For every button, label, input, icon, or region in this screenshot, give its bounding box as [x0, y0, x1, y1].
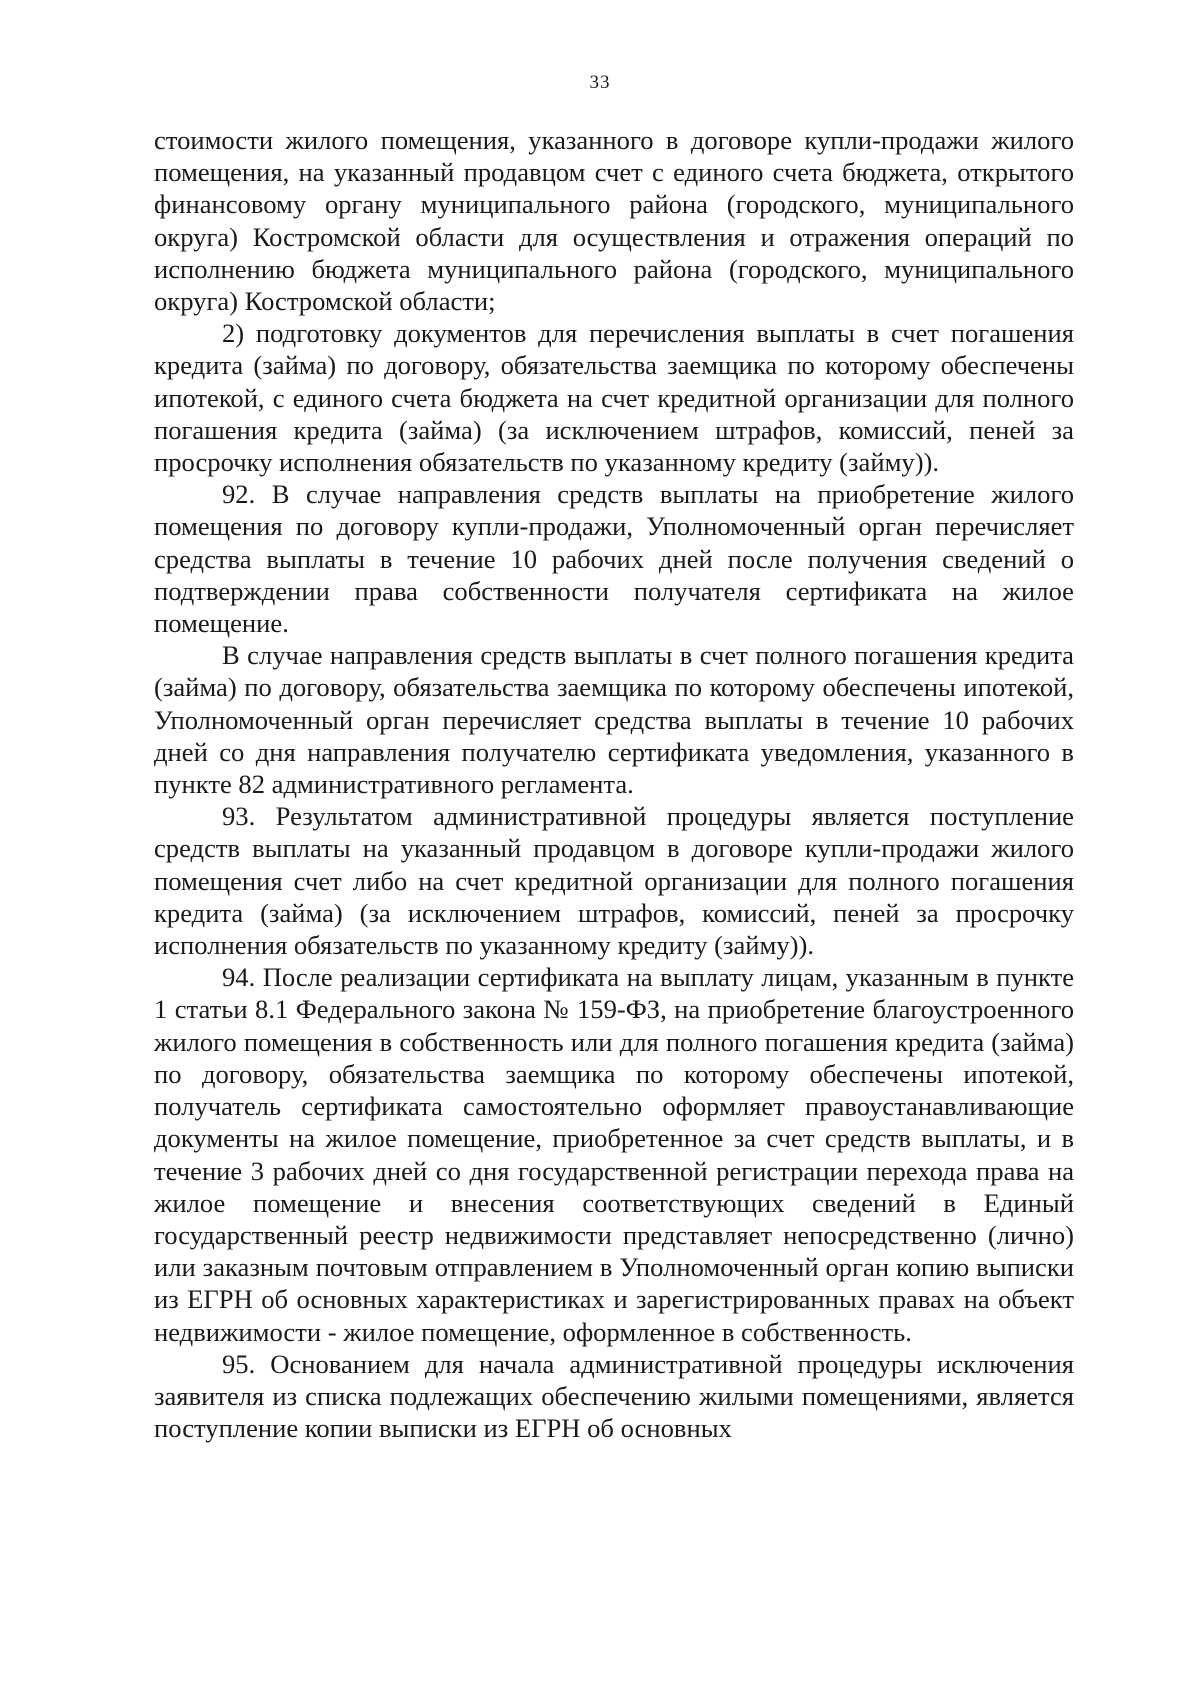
paragraph-94: 94. После реализации сертификата на выплату лицам, указанным в пункте 1 статьи 8.1 Федерального закона № 159-ФЗ, на приобретение благоустроенного жилого помещения в собственность или для полного погашения кредита (займа) по договору, обязательства заемщика по которому обеспечены ипотекой, получатель сертификата самостоятельно оформляет правоустанавливающие документы на жилое помещение, приобретенное за счет средств выплаты, и в течение 3 рабочих дней со дня государственной регистрации перехода права на жилое помещение и внесения соответствующих сведений в Единый государственный реестр недвижимости представляет непосредственно (лично) или заказным почтовым отправлением в Уполномоченный орган копию выписки из ЕГРН об основных характеристиках и зарегистрированных правах на объект недвижимости - жилое помещение, оформленное в собственность. — [154, 962, 1074, 1347]
page-number: 33 — [589, 72, 611, 93]
paragraph-93: 93. Результатом административной процедуры является поступление средств выплаты на указанный продавцом в договоре купли-продажи жилого помещения счет либо на счет кредитной организации для полного погашения кредита (займа) (за исключением штрафов, комиссий, пеней за просрочку исполнения обязательств по указанному кредиту (займу)). — [154, 801, 1074, 961]
paragraph-92-continued: В случае направления средств выплаты в счет полного погашения кредита (займа) по договору, обязательства заемщика по которому обеспечены ипотекой, Уполномоченный орган перечисляет средства выплаты в течение 10 рабочих дней со дня направления получателю сертификата уведомления, указанного в пункте 82 административного регламента. — [154, 640, 1074, 800]
paragraph-item-2: 2) подготовку документов для перечисления выплаты в счет погашения кредита (займа) по договору, обязательства заемщика по которому обеспечены ипотекой, с единого счета бюджета на счет кредитной организации для полного погашения кредита (займа) (за исключением штрафов, комиссий, пеней за просрочку исполнения обязательств по указанному кредиту (займу)). — [154, 318, 1074, 478]
paragraph-95: 95. Основанием для начала административной процедуры исключения заявителя из списка подлежащих обеспечению жилыми помещениями, является поступление копии выписки из ЕГРН об основных — [154, 1348, 1074, 1444]
document-body — [154, 124, 1074, 1444]
paragraph-continuation: стоимости жилого помещения, указанного в договоре купли-продажи жилого помещения, на указанный продавцом счет с единого счета бюджета, открытого финансовому органу муниципального района (городского, муниципального округа) Костромской области для осуществления и отражения операций по исполнению бюджета муниципального района (городского, муниципального округа) Костромской области; — [154, 125, 1074, 317]
paragraph-92: 92. В случае направления средств выплаты на приобретение жилого помещения по договору купли-продажи, Уполномоченный орган перечисляет средства выплаты в течение 10 рабочих дней после получения сведений о подтверждении права собственности получателя сертификата на жилое помещение. — [154, 479, 1074, 639]
